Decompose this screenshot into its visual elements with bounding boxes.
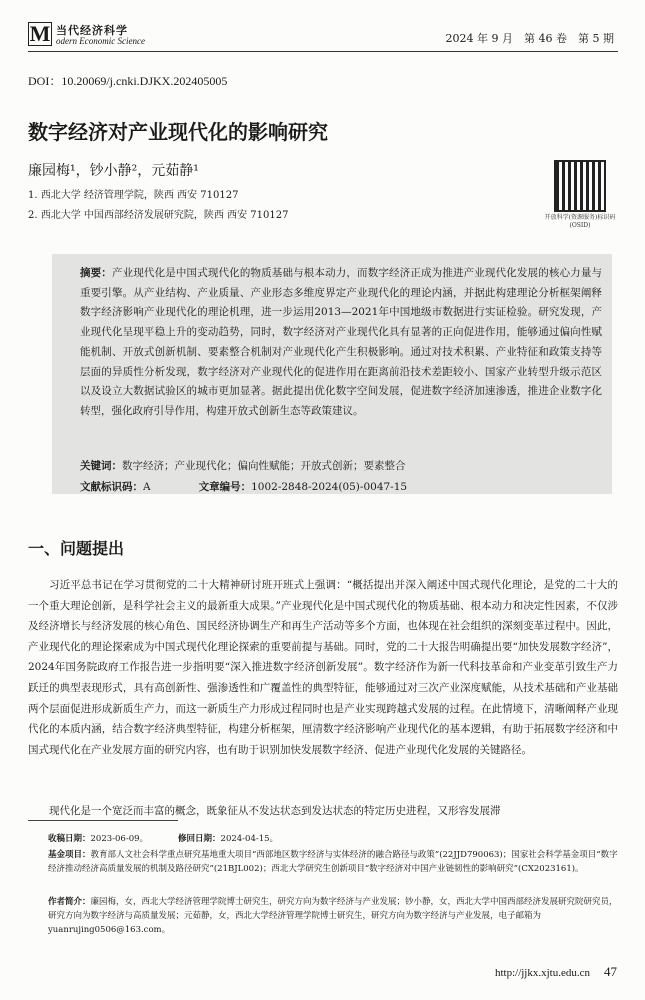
article-no: 1002-2848-2024(05)-0047-15 (251, 481, 408, 493)
affiliation-1: 1. 西北大学 经济管理学院，陕西 西安 710127 (28, 190, 239, 201)
footnote-fund (48, 848, 618, 876)
affiliation-2: 2. 西北大学 中国西部经济发展研究院，陕西 西安 710127 (28, 210, 289, 221)
page-footer (495, 964, 617, 980)
issue-info: 2024 年 9 月 第 46 卷 第 5 期 (445, 32, 614, 45)
journal-url[interactable]: http://jjkx.xjtu.edu.cn (494, 967, 590, 979)
revised-label: 修回日期： (178, 834, 221, 844)
article-no-label: 文章编号： (198, 481, 252, 493)
footnote-dates (48, 832, 618, 846)
page-number: 47 (604, 964, 617, 979)
doi[interactable]: DOI：10.20069/j.cnki.DJKX.202405005 (28, 74, 228, 88)
author-note-label: 作者简介： (48, 897, 91, 907)
received-label: 收稿日期： (48, 834, 91, 844)
article-title: 数字经济对产业现代化的影响研究 (28, 120, 328, 144)
received-date: 2023-06-09。 (90, 834, 149, 844)
keywords-label: 关键词： (80, 460, 122, 472)
fund-text: 教育部人文社会科学重点研究基地重大项目“西部地区数字经济与实体经济的融合路径与政策”(22JJD790063)；国家社会科学基金项目“数字经济推动经济高质量发展的机制及路径研究”(21BJL002)；西北大学研究生创新项目“数字经济对中国产业链韧性的影响研究”(CX2023161)。 (48, 850, 618, 874)
author-note-text: 廉园梅，女，西北大学经济管理学院博士研究生，研究方向为数字经济与产业发展；钞小静，女，西北大学中国西部经济发展研究院研究员，研究方向为数字经济与高质量发展；元茹静，女，西北大学经济管理学院博士研究生，研究方向为数字经济与产业发展，电子邮箱为 yuanrujing0506@163.com。 (48, 897, 618, 935)
abstract-label: 摘要： (80, 267, 112, 279)
doc-code: A (143, 481, 151, 493)
footnote-divider (28, 820, 178, 821)
footnote-author (48, 895, 618, 937)
author-list: 廉园梅¹，钞小静²，元茹静¹ (28, 163, 199, 179)
article-meta (80, 479, 407, 494)
keywords (80, 458, 600, 473)
journal-logo: M (29, 21, 51, 46)
abstract-text: 产业现代化是中国式现代化的物质基础与根本动力，而数字经济正成为推进产业现代化发展的核心力量与重要引擎。从产业结构、产业质量、产业形态多维度界定产业现代化的理论内涵，并据此构建理论分析框架阐释数字经济影响产业现代化的理论机理，进一步运用2013—2021年中国地级市数据进行实证检验。研究发现，产业现代化呈现平稳上升的变动趋势，同时，数字经济对产业现代化具有显著的正向促进作用，能够通过偏向性赋能机制、开放式创新机制、要素整合机制对产业现代化产生积极影响。通过对技术积累、产业特征和政策支持等层面的异质性分析发现，数字经济对产业现代化的促进作用在距离前沿技术差距较小、国家产业转型升级示范区以及设立大数据试验区的城市更加显著。据此提出优化数字空间发展，促进数字经济加速渗透，推进企业数字化转型，强化政府引导作用，构建开放式创新生态等政策建议。 (80, 267, 602, 417)
osid-qr-code[interactable] (554, 160, 606, 212)
body-paragraph-1: 习近平总书记在学习贯彻党的二十大精神研讨班开班式上强调：“概括提出并深入阐述中国式现代化理论，是党的二十大的一个重大理论创新，是科学社会主义的最新重大成果。”产业现代化是中国式现代化的物质基础、根本动力和决定性因素，不仅涉及经济增长与经济发展的核心角色、国民经济协调生产和再生产活动等多个方面，也体现在社会组织的深刻变革过程中。因此，产业现代化的理论探索成为中国式现代化理论探索的重要前提与基础。同时，党的二十大报告明确提出要“加快发展数字经济”，2024年国务院政府工作报告进一步指明要“深入推进数字经济创新发展”。数字经济作为新一代科技革命和产业变革引致生产力跃迁的典型表现形式，具有高创新性、强渗透性和广覆盖性的典型特征，能够通过对三次产业深度赋能，从技术基础和产业基础两个层面促进形成新质生产力，而这一新质生产力形成过程同时也是产业实现跨越式发展的过程。在此情境下，清晰阐释产业现代化的本质内涵，结合数字经济典型特征，构建分析框架，厘清数字经济影响产业现代化的基本逻辑，有助于拓展数字经济和中国式现代化在产业发展方面的研究内容，也有助于识别加快发展数字经济、促进产业现代化发展的关键路径。 (28, 579, 618, 756)
journal-name-en: odern Economic Science (56, 36, 145, 46)
revised-date: 2024-04-15。 (220, 834, 279, 844)
section-heading: 一、问题提出 (28, 539, 125, 558)
qr-caption: 开放科学(资源服务)标识码(OSID) (544, 214, 616, 229)
keywords-text: 数字经济；产业现代化；偏向性赋能；开放式创新；要素整合 (122, 460, 406, 472)
running-header (28, 18, 618, 52)
body-paragraph-2: 现代化是一个宽泛而丰富的概念，既象征从不发达状态到发达状态的特定历史进程，又形容发展滞 (49, 805, 501, 817)
fund-label: 基金项目： (48, 850, 91, 860)
doc-code-label: 文献标识码： (80, 481, 143, 493)
abstract (80, 264, 602, 422)
journal-name-cn: 当代经济科学 (56, 24, 128, 37)
